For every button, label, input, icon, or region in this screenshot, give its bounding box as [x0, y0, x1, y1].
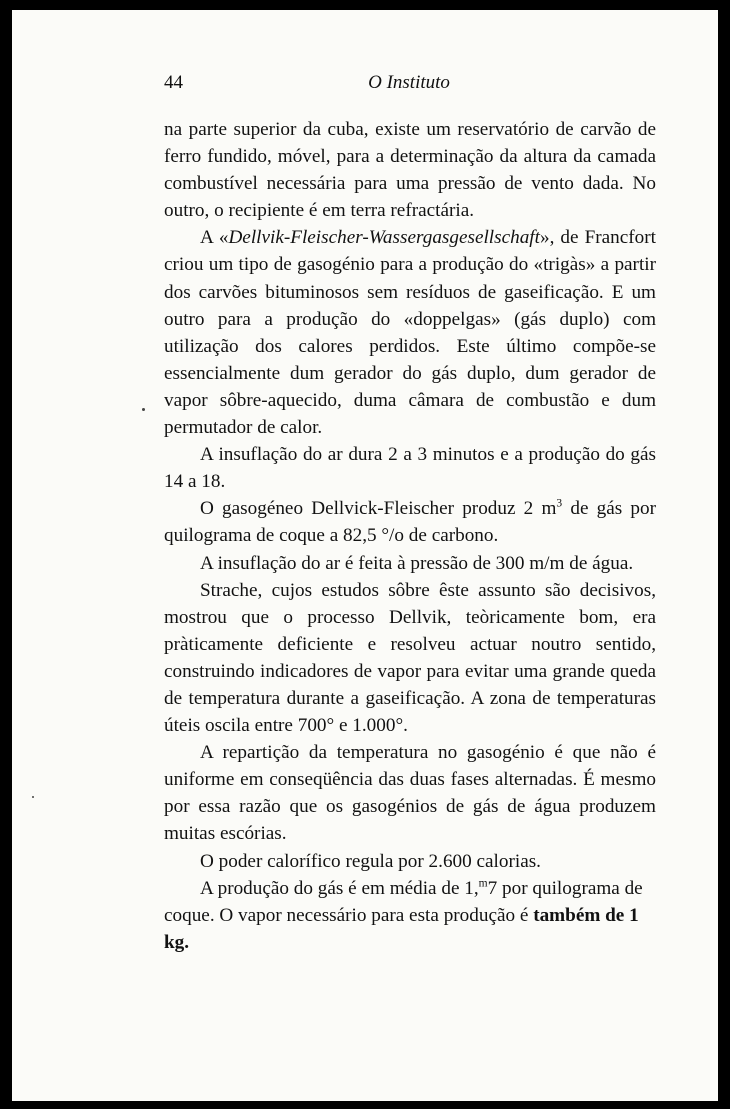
paragraph-4 [164, 495, 656, 549]
print-speck [32, 796, 34, 798]
metre-superscript: m [478, 877, 488, 890]
paragraph-7: A repartição da temperatura no gasogénio é que não é uniforme em conseqüência das duas fases alternadas. É mesmo por essa razão que os gasogénios de gás de água produzem muitas escórias. [164, 742, 656, 845]
paragraph-9-lead: A produção do gás é em média de 1, [200, 877, 479, 899]
paragraph-9-rest: 7 por quilograma de coque. O vapor necessário para esta produção é [164, 877, 643, 926]
paragraph-2-lead: A « [200, 227, 229, 249]
company-name: Dellvik-Fleischer-Wassergasgesellschaft [228, 227, 540, 249]
body-text [164, 116, 656, 956]
paragraph-6: Strache, cujos estudos sôbre êste assunto são decisivos, mostrou que o processo Dellvik, teòricamente bom, era pràticamente deficiente e resolveu actuar noutro sentido, construindo indicadores de vapor para evitar uma grande queda de temperatura durante a gaseificação. A zona de temperaturas úteis oscila entre 700° e 1.000°. [164, 579, 656, 737]
paragraph-2 [164, 224, 656, 441]
cubic-superscript: 3 [556, 497, 563, 510]
paragraph-3: A insuflação do ar dura 2 a 3 minutos e a produção do gás 14 a 18. [164, 444, 656, 493]
paragraph-4-rest: de gás por quilograma de coque a 82,5 °/o de carbono. [164, 498, 656, 547]
running-title: O Instituto [368, 72, 450, 93]
paragraph-8: O poder calorífico regula por 2.600 calorias. [200, 850, 541, 872]
paragraph-9-bold: também de 1 kg. [164, 904, 639, 953]
paragraph-4-lead: O gasogéneo Dellvick-Fleischer produz 2 m [200, 498, 557, 520]
paragraph-9 [164, 875, 656, 956]
paragraph-5: A insuflação do ar é feita à pressão de 300 m/m de água. [200, 552, 634, 574]
paragraph-2-rest: », de Francfort criou um tipo de gasogénio para a produção do «trigàs» a partir dos carvões bituminosos sem resíduos de gaseificação. E um outro para a produção do «doppelgas» (gás duplo) com utilização dos calores perdidos. Este último compõe-se essencialmente dum gerador do gás duplo, dum gerador de vapor sôbre-aquecido, duma câmara de combustão e dum permutador de calor. [164, 227, 656, 439]
page-number: 44 [164, 72, 183, 93]
paragraph-1: na parte superior da cuba, existe um reservatório de carvão de ferro fundido, móvel, para a determinação da altura da camada combustível necessária para uma pressão de vento dada. No outro, o recipiente é em terra refractária. [164, 119, 656, 222]
book-page [12, 10, 718, 1101]
print-speck [142, 408, 145, 411]
page-header [164, 72, 654, 102]
